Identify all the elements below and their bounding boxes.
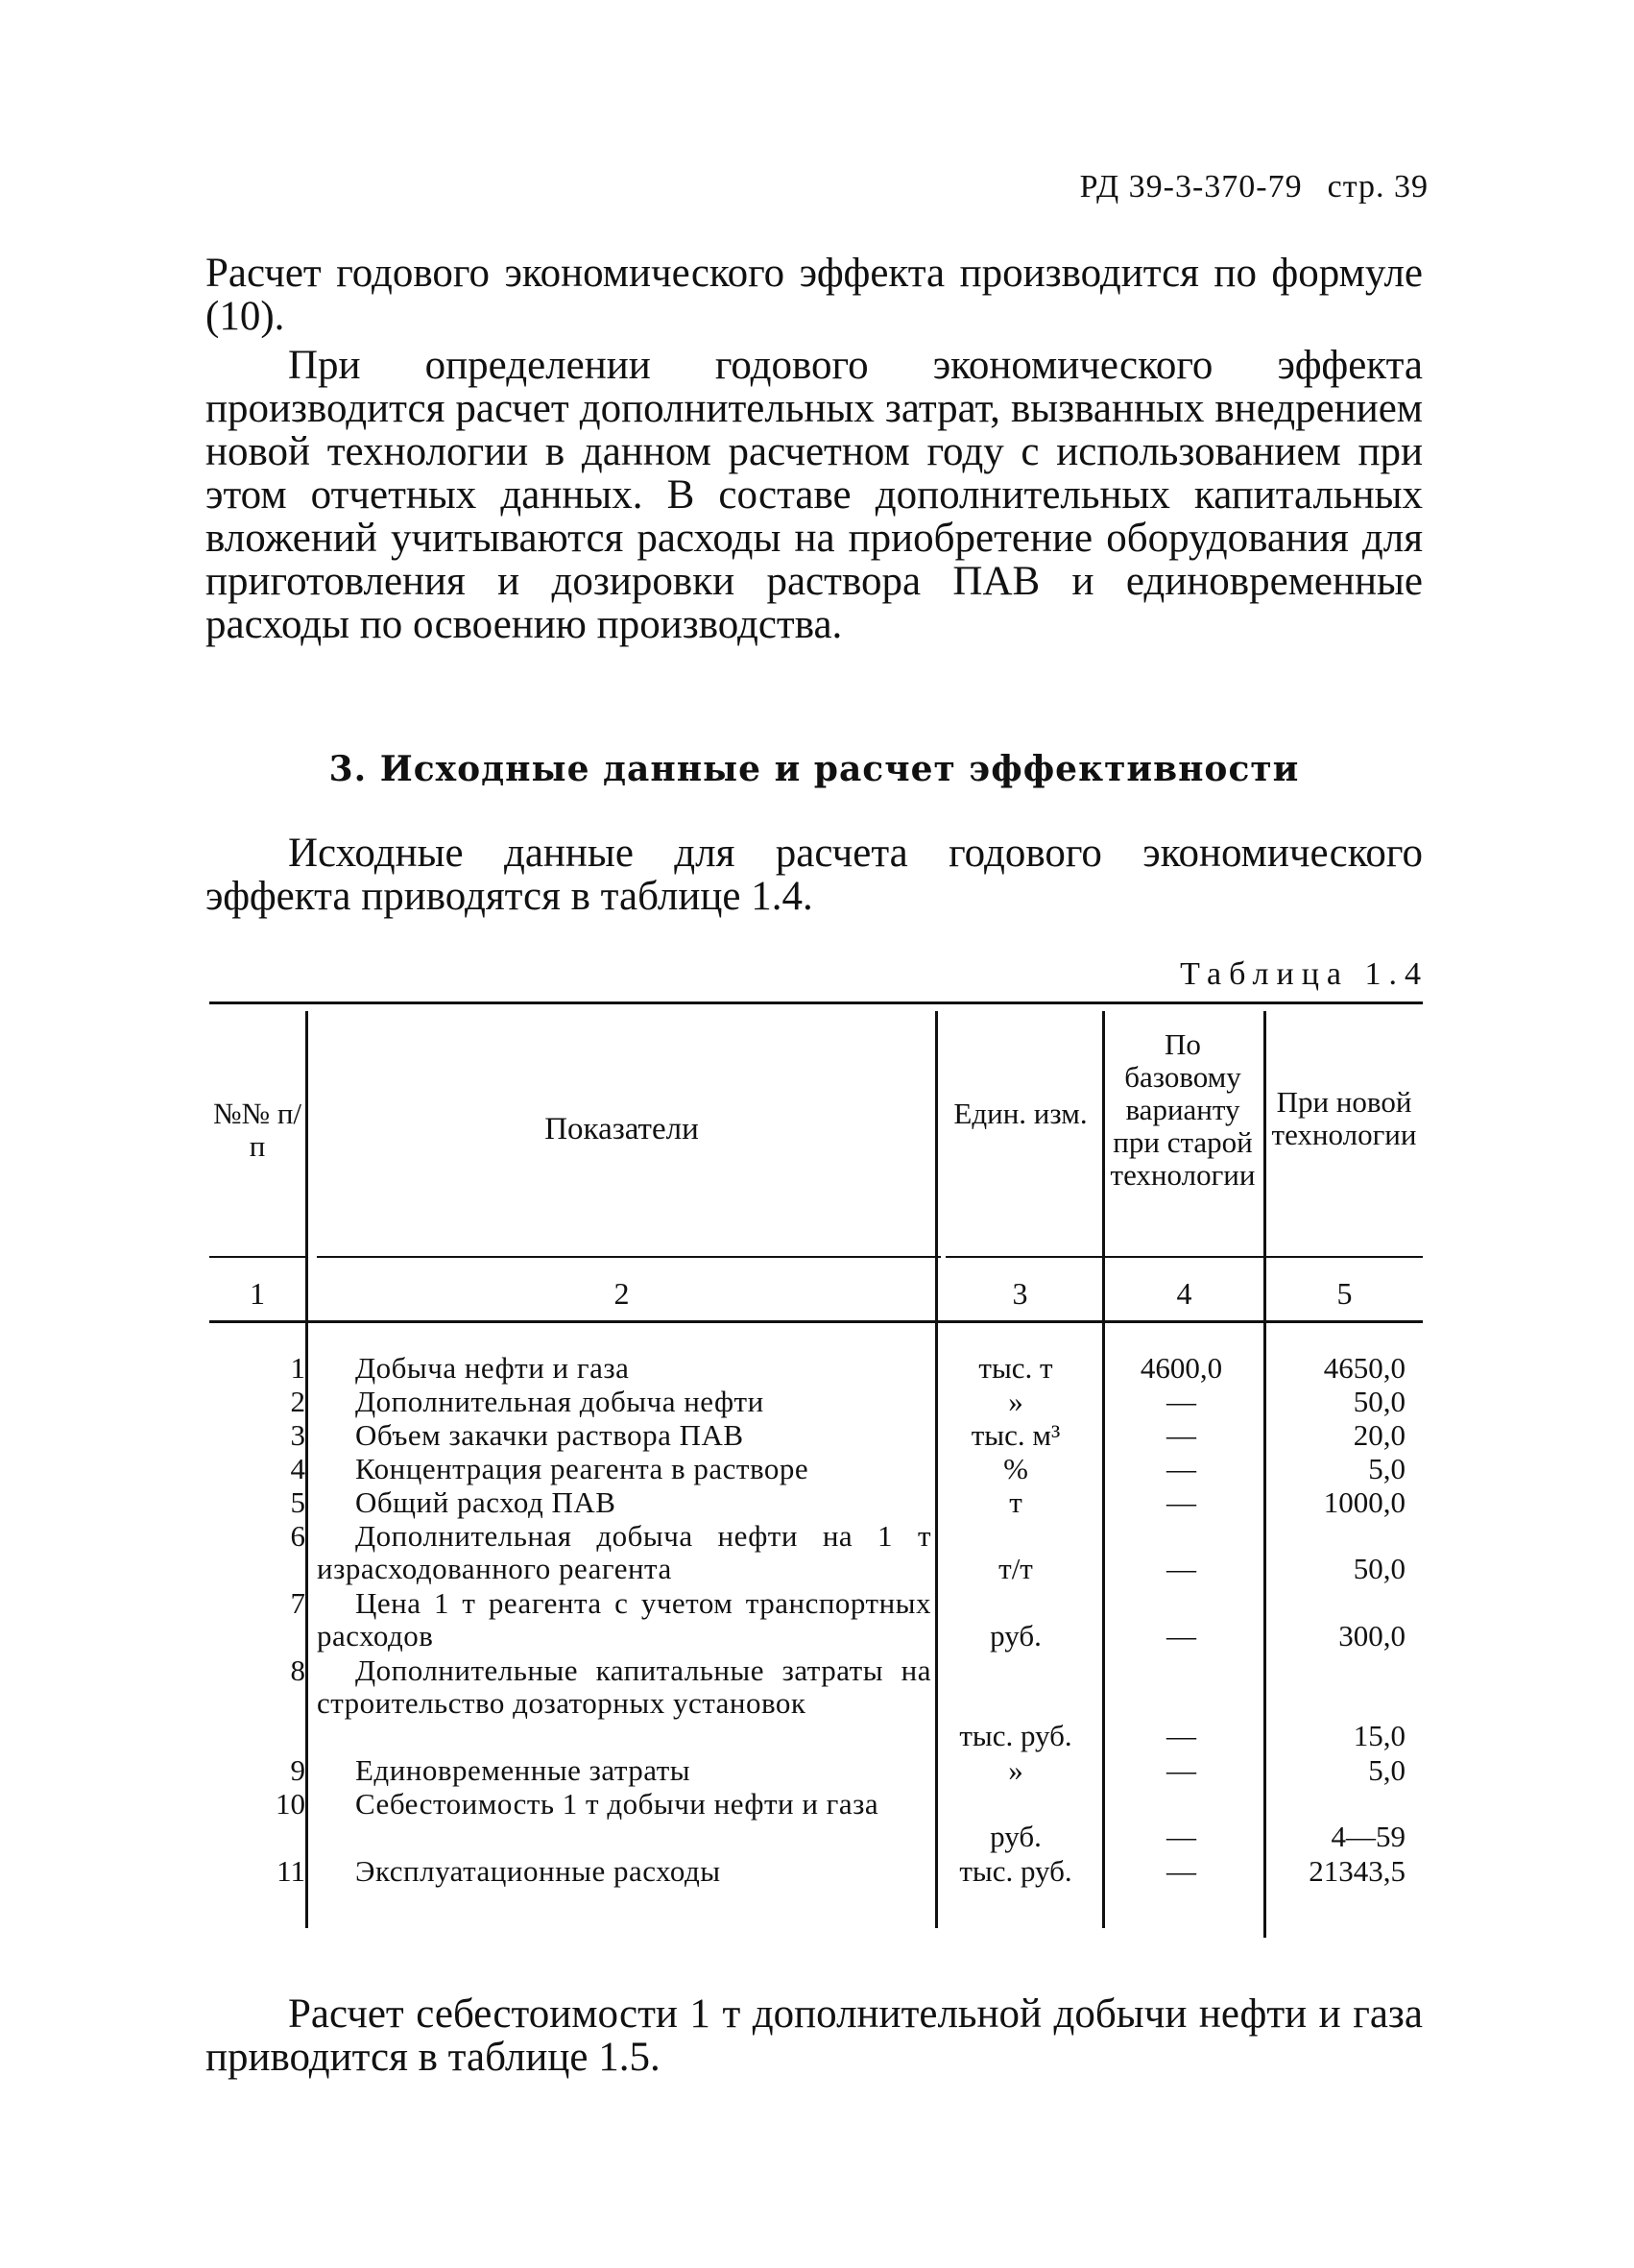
row-number: 8	[290, 1653, 305, 1687]
row-unit: т/т	[998, 1552, 1033, 1585]
column-number: 3	[1012, 1276, 1028, 1311]
row-unit: руб.	[990, 1619, 1042, 1653]
row-unit: т	[1009, 1485, 1022, 1519]
header-base: По базовому варианту при старой технологии	[1110, 1027, 1256, 1192]
row-number: 2	[290, 1385, 305, 1418]
row-unit: тыс. руб.	[959, 1719, 1072, 1752]
paragraph-source-data: Исходные данные для расчета годового экономического эффекта приводятся в таблице 1.4.	[205, 831, 1423, 919]
row-unit: »	[1008, 1753, 1023, 1787]
paragraph-formula: Расчет годового экономического эффекта производится по формуле (10).	[205, 251, 1423, 339]
row-new-value: 4—59	[1331, 1820, 1406, 1853]
page-header	[1080, 169, 1429, 205]
row-base-value: —	[1166, 1719, 1196, 1752]
row-indicator: Общий расход ПАВ	[355, 1485, 616, 1519]
column-number: 1	[250, 1276, 265, 1311]
row-unit: »	[1008, 1385, 1023, 1418]
row-new-value: 15,0	[1353, 1719, 1406, 1752]
row-base-value: —	[1166, 1552, 1196, 1585]
row-unit: тыс. т	[978, 1351, 1053, 1385]
row-indicator: Дополнительные капитальные затраты на строительство дозаторных установок	[317, 1653, 931, 1720]
column-number: 2	[613, 1276, 630, 1311]
row-base-value: —	[1166, 1753, 1196, 1787]
section-title: 3. Исходные данные и расчет эффективности	[328, 749, 1300, 789]
column-number-rule	[209, 1320, 1423, 1323]
row-unit: тыс. м³	[971, 1418, 1061, 1452]
row-number: 1	[290, 1351, 305, 1385]
table-caption: Таблица 1.4	[1180, 956, 1429, 992]
header-separator	[209, 1256, 305, 1258]
row-base-value: —	[1166, 1485, 1196, 1519]
row-number: 5	[290, 1485, 305, 1519]
row-new-value: 4650,0	[1323, 1351, 1406, 1385]
header-unit: Един. изм.	[953, 1097, 1088, 1130]
header-num: №№ п/п	[212, 1097, 302, 1163]
row-indicator: Объем закачки раствора ПАВ	[355, 1418, 744, 1452]
row-indicator: Цена 1 т реагента с учетом транспортных расходов	[317, 1586, 931, 1653]
row-base-value: —	[1166, 1820, 1196, 1853]
row-base-value: 4600,0	[1140, 1351, 1223, 1385]
row-number: 3	[290, 1418, 305, 1452]
row-base-value: —	[1166, 1418, 1196, 1452]
row-new-value: 21343,5	[1309, 1854, 1406, 1888]
row-indicator: Дополнительная добыча нефти на 1 т израсходованного реагента	[317, 1519, 931, 1585]
row-indicator: Себестоимость 1 т добычи нефти и газа	[355, 1787, 879, 1821]
row-number: 6	[290, 1519, 305, 1553]
table-top-rule	[209, 1001, 1423, 1004]
row-indicator: Дополнительная добыча нефти	[355, 1385, 764, 1418]
row-unit: тыс. руб.	[959, 1854, 1072, 1888]
row-number: 10	[276, 1787, 305, 1821]
row-base-value: —	[1166, 1619, 1196, 1653]
row-number: 11	[276, 1854, 305, 1888]
document-code: РД 39-3-370-79	[1079, 169, 1303, 205]
row-new-value: 50,0	[1353, 1552, 1406, 1585]
row-new-value: 5,0	[1368, 1753, 1406, 1787]
page-number: стр. 39	[1327, 169, 1429, 205]
row-new-value: 300,0	[1338, 1619, 1406, 1653]
row-indicator: Эксплуатационные расходы	[355, 1854, 721, 1888]
header-indicator: Показатели	[544, 1112, 699, 1146]
row-indicator: Единовременные затраты	[355, 1753, 691, 1787]
column-divider	[305, 1011, 308, 1928]
row-number: 4	[290, 1452, 305, 1485]
header-separator	[317, 1256, 941, 1258]
row-indicator: Концентрация реагента в растворе	[355, 1452, 809, 1485]
column-number: 4	[1176, 1276, 1192, 1311]
paragraph-cost-calculation: Расчет себестоимости 1 т дополнительной добычи нефти и газа приводится в таблице 1.5.	[205, 1991, 1423, 2080]
row-unit: %	[1003, 1452, 1028, 1485]
row-unit: руб.	[990, 1820, 1042, 1853]
row-number: 9	[290, 1753, 305, 1787]
row-new-value: 1000,0	[1323, 1485, 1406, 1519]
row-new-value: 5,0	[1368, 1452, 1406, 1485]
row-base-value: —	[1166, 1385, 1196, 1418]
data-table	[209, 1001, 1423, 1938]
header-new: При новой технологии	[1271, 1085, 1417, 1151]
column-number: 5	[1336, 1276, 1353, 1311]
row-number: 7	[290, 1586, 305, 1620]
paragraph-additional-costs: При определении годового экономического эффекта производится расчет дополнительных затрат, вызванных внедрением новой технологии в данном расчетном году с использованием при этом отчетных данных. В составе дополнительных капитальных вложений учитываются расходы на приобретение оборудования для приготовления и дозировки раствора ПАВ и единовременные расходы по освоению производства.	[205, 343, 1423, 647]
row-base-value: —	[1166, 1854, 1196, 1888]
row-new-value: 50,0	[1353, 1385, 1406, 1418]
header-separator	[946, 1256, 1423, 1258]
row-new-value: 20,0	[1353, 1418, 1406, 1452]
row-indicator: Добыча нефти и газа	[355, 1351, 630, 1385]
row-base-value: —	[1166, 1452, 1196, 1485]
